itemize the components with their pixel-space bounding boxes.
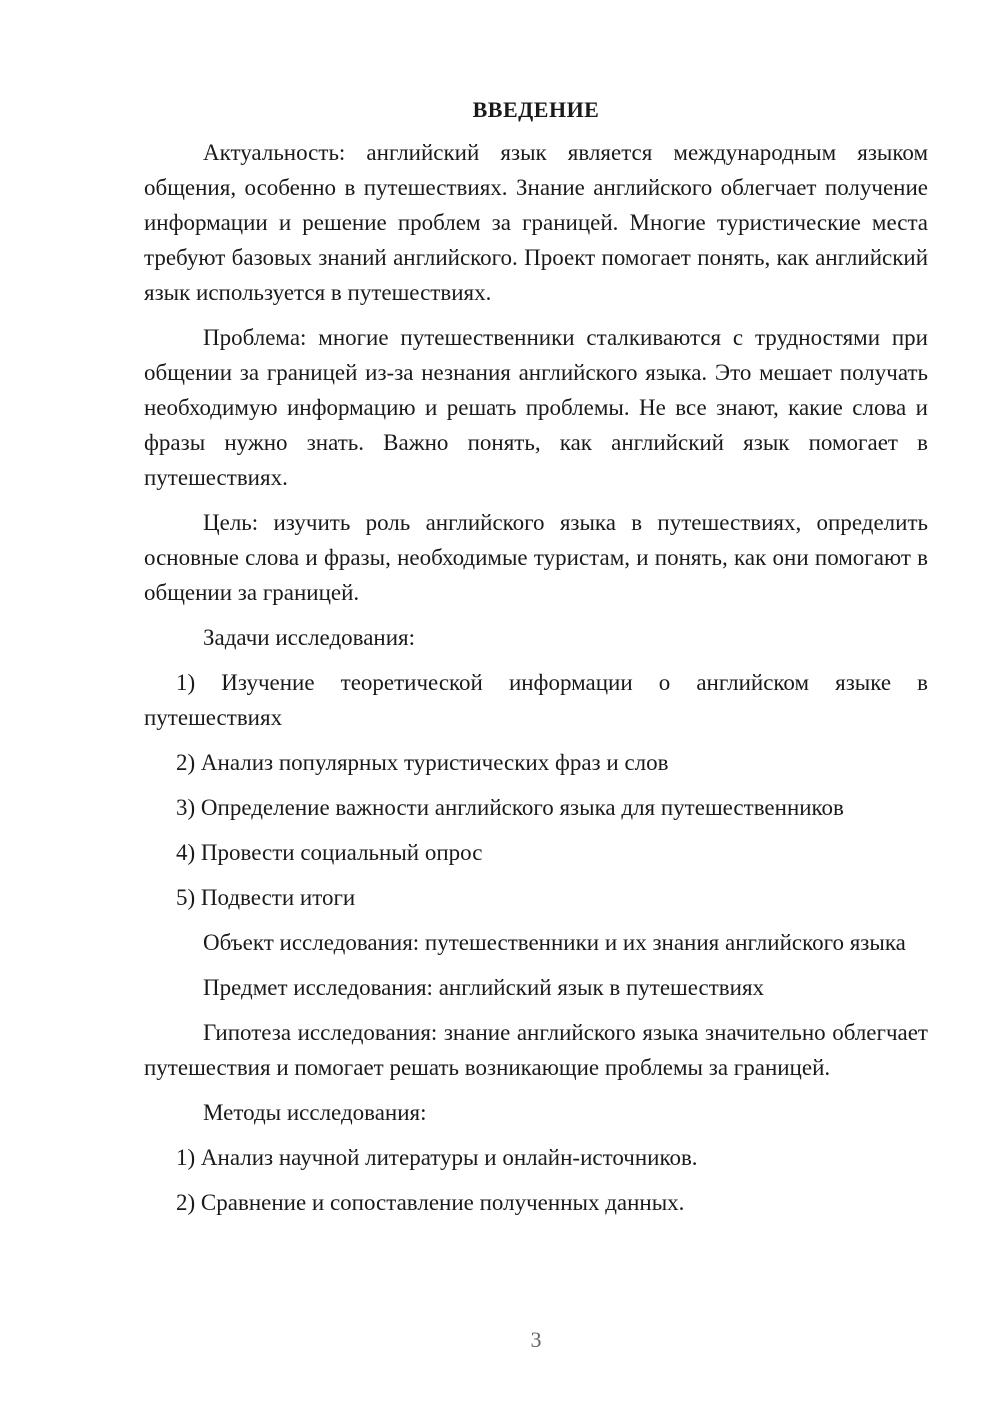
task-item: 3) Определение важности английского языка для путешественников: [176, 795, 844, 820]
problem-paragraph: Проблема: многие путешественники сталкиваются с трудностями при общении за границей из-за незнания английского языка. Это мешает получать необходимую информацию и решать проблемы. Не все знают, какие слова и фразы нужно знать. Важно понять, как английский язык помогает в путешествиях.: [144, 325, 928, 490]
page-number: 3: [530, 1327, 542, 1352]
method-item: 1) Анализ научной литературы и онлайн-источников.: [176, 1145, 698, 1170]
goal-paragraph: Цель: изучить роль английского языка в путешествиях, определить основные слова и фразы, необходимые туристам, и понять, как они помогают в общении за границей.: [144, 510, 928, 605]
tasks-heading: Задачи исследования:: [203, 625, 416, 650]
task-item: 4) Провести социальный опрос: [176, 840, 483, 865]
subject-paragraph: Предмет исследования: английский язык в путешествиях: [203, 975, 765, 1000]
page-title: ВВЕДЕНИЕ: [472, 97, 600, 122]
methods-heading: Методы исследования:: [203, 1100, 427, 1125]
page-content: [144, 92, 928, 1230]
relevance-paragraph: Актуальность: английский язык является международным языком общения, особенно в путешествиях. Знание английского облегчает получение информации и решение проблем за границей. Многие туристические места требуют базовых знаний английского. Проект помогает понять, как английский язык используется в путешествиях.: [144, 140, 928, 305]
task-item: 5) Подвести итоги: [176, 885, 356, 910]
method-item: 2) Сравнение и сопоставление полученных данных.: [176, 1190, 685, 1215]
task-item: 2) Анализ популярных туристических фраз и слов: [176, 750, 669, 775]
hypothesis-paragraph: Гипотеза исследования: знание английского языка значительно облегчает путешествия и помогает решать возникающие проблемы за границей.: [144, 1020, 928, 1080]
object-paragraph: Объект исследования: путешественники и их знания английского языка: [203, 930, 906, 955]
task-item: 1) Изучение теоретической информации о английском языке в путешествиях: [144, 670, 928, 730]
